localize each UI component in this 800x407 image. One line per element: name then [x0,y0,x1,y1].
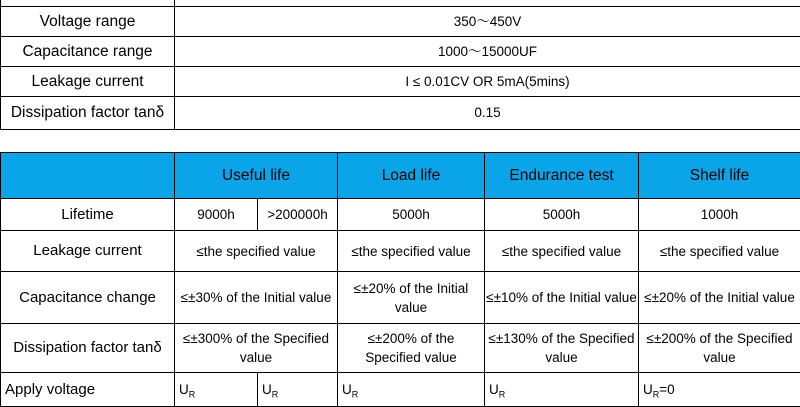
header-endurance-test: Endurance test [485,153,639,199]
row-label: Leakage current [1,231,175,272]
row-label: Dissipation factor tanδ [1,324,175,373]
leakage-endurance: ≤the specified value [485,231,639,272]
capacitance-row [1,272,800,324]
leakage-shelf: ≤the specified value [639,231,800,272]
header-useful-life: Useful life [175,153,338,199]
header-load-life: Load life [338,153,485,199]
dissipation-shelf: ≤±200% of the Specified value [639,324,800,373]
spec-row-voltage [1,7,800,37]
voltage-subscript: R [189,390,196,400]
spec-value: I ≤ 0.01CV OR 5mA(5mins) [175,67,800,97]
spec-label: Voltage range [1,7,175,37]
row-label: Apply voltage [1,373,175,407]
voltage-symbol: U [262,382,272,397]
leakage-row [1,231,800,272]
spec-label: Capacitance range [1,37,175,67]
voltage-subscript: R [272,390,279,400]
capacitance-shelf: ≤±20% of the Initial value [639,272,800,324]
row-label: Capacitance change [1,272,175,324]
voltage-useful-b [258,373,338,407]
voltage-subscript: R [653,390,660,400]
voltage-symbol: U [643,382,653,397]
voltage-shelf [639,373,800,407]
voltage-symbol: U [342,382,352,397]
leakage-load: ≤the specified value [338,231,485,272]
spec-label: Leakage current [1,67,175,97]
capacitance-load: ≤±20% of the Initial value [338,272,485,324]
spec-value: 1000～15000UF [175,37,800,67]
life-test-table [0,152,800,407]
voltage-shelf-suffix: =0 [659,382,674,397]
voltage-symbol: U [489,382,499,397]
lifetime-useful-b: >200000h [258,199,338,231]
dissipation-row [1,324,800,373]
voltage-subscript: R [352,390,359,400]
row-label: Lifetime [1,199,175,231]
lifetime-endurance: 5000h [485,199,639,231]
voltage-useful-a [175,373,258,407]
voltage-endurance [485,373,639,407]
lifetime-shelf: 1000h [639,199,800,231]
spec-value: 0.15 [175,97,800,130]
header-shelf-life: Shelf life [639,153,800,199]
spec-row-capacitance [1,37,800,67]
lifetime-row [1,199,800,231]
spec-row-dissipation [1,97,800,130]
apply-voltage-row [1,373,800,407]
dissipation-load: ≤±200% of the Specified value [338,324,485,373]
header-blank-cell [1,153,175,199]
leakage-useful: ≤the specified value [175,231,338,272]
spec-value: 350～450V [175,7,800,37]
dissipation-endurance: ≤±130% of the Specified value [485,324,639,373]
lifetime-useful-a: 9000h [175,199,258,231]
specification-table [0,0,800,130]
voltage-symbol: U [179,382,189,397]
dissipation-useful: ≤±300% of the Specified value [175,324,338,373]
voltage-load [338,373,485,407]
voltage-subscript: R [499,390,506,400]
capacitance-endurance: ≤±10% of the Initial value [485,272,639,324]
spec-label: Dissipation factor tanδ [1,97,175,130]
capacitance-useful: ≤±30% of the Initial value [175,272,338,324]
lifetime-load: 5000h [338,199,485,231]
spec-row-leakage [1,67,800,97]
header-row [1,153,800,199]
